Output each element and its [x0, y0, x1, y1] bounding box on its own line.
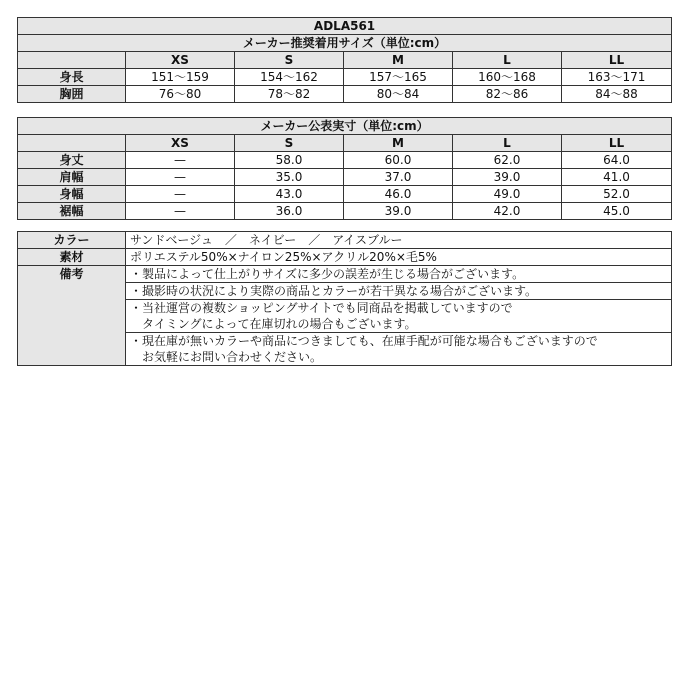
material-label: 素材	[18, 249, 126, 266]
recommended-size-table	[17, 17, 672, 103]
note-line: お気軽にお問い合わせください。	[130, 350, 323, 364]
size-header: M	[344, 52, 453, 69]
measure-value: 36.0	[235, 203, 344, 220]
color-label: カラー	[18, 232, 126, 249]
size-value: 151～159	[126, 69, 235, 86]
size-header-row	[18, 52, 672, 69]
table-row	[18, 86, 672, 103]
size-header: M	[344, 135, 453, 152]
measure-value: —	[126, 203, 235, 220]
recommended-size-title: メーカー推奨着用サイズ（単位:cm）	[18, 35, 672, 52]
row-label: 身丈	[18, 152, 126, 169]
measure-value: 42.0	[453, 203, 562, 220]
note-line: ・製品によって仕上がりサイズに多少の誤差が生じる場合がございます。	[130, 267, 525, 281]
table-row	[18, 69, 672, 86]
size-header: LL	[562, 135, 672, 152]
size-header-row	[18, 135, 672, 152]
product-code: ADLA561	[18, 18, 672, 35]
row-label: 身長	[18, 69, 126, 86]
measure-value: 58.0	[235, 152, 344, 169]
measure-value: 46.0	[344, 186, 453, 203]
notes-row	[18, 266, 672, 283]
row-label: 裾幅	[18, 203, 126, 220]
measure-value: 52.0	[562, 186, 672, 203]
row-label: 胸囲	[18, 86, 126, 103]
note-item	[126, 266, 672, 283]
measure-value: 64.0	[562, 152, 672, 169]
note-line: ・現在庫が無いカラーや商品につきましても、在庫手配が可能な場合もございますので	[130, 334, 598, 348]
corner-cell	[18, 52, 126, 69]
corner-cell	[18, 135, 126, 152]
measure-value: 39.0	[453, 169, 562, 186]
size-value: 76～80	[126, 86, 235, 103]
size-header: XS	[126, 52, 235, 69]
table-row	[18, 186, 672, 203]
note-item	[126, 300, 672, 333]
notes-label: 備考	[18, 266, 126, 366]
size-value: 82～86	[453, 86, 562, 103]
table-row	[18, 203, 672, 220]
measure-value: 37.0	[344, 169, 453, 186]
size-value: 154～162	[235, 69, 344, 86]
size-value: 160～168	[453, 69, 562, 86]
material-row	[18, 249, 672, 266]
actual-measurement-title: メーカー公表実寸（単位:cm）	[18, 118, 672, 135]
measure-value: —	[126, 169, 235, 186]
row-label: 身幅	[18, 186, 126, 203]
measure-value: 41.0	[562, 169, 672, 186]
size-header: S	[235, 135, 344, 152]
table-row	[18, 152, 672, 169]
measure-value: 60.0	[344, 152, 453, 169]
size-value: 78～82	[235, 86, 344, 103]
material-value: ポリエステル50%×ナイロン25%×アクリル20%×毛5%	[126, 249, 672, 266]
size-header: LL	[562, 52, 672, 69]
note-line: ・撮影時の状況により実際の商品とカラーが若干異なる場合がございます。	[130, 284, 538, 298]
measure-value: 39.0	[344, 203, 453, 220]
color-value: サンドベージュ ／ ネイビー ／ アイスブルー	[126, 232, 672, 249]
size-value: 80～84	[344, 86, 453, 103]
note-item	[126, 333, 672, 366]
note-line: タイミングによって在庫切れの場合もございます。	[130, 317, 417, 331]
measure-value: 43.0	[235, 186, 344, 203]
size-header: L	[453, 135, 562, 152]
size-value: 157～165	[344, 69, 453, 86]
measure-value: 45.0	[562, 203, 672, 220]
row-label: 肩幅	[18, 169, 126, 186]
size-header: L	[453, 52, 562, 69]
measure-value: 49.0	[453, 186, 562, 203]
size-value: 163～171	[562, 69, 672, 86]
measure-value: 35.0	[235, 169, 344, 186]
measure-value: —	[126, 186, 235, 203]
size-header: XS	[126, 135, 235, 152]
size-header: S	[235, 52, 344, 69]
measure-value: 62.0	[453, 152, 562, 169]
measure-value: —	[126, 152, 235, 169]
size-value: 84～88	[562, 86, 672, 103]
note-line: ・当社運営の複数ショッピングサイトでも同商品を掲載していますので	[130, 301, 513, 315]
note-item	[126, 283, 672, 300]
table-row	[18, 169, 672, 186]
color-row	[18, 232, 672, 249]
actual-measurement-table	[17, 117, 672, 220]
product-info-table	[17, 231, 672, 366]
